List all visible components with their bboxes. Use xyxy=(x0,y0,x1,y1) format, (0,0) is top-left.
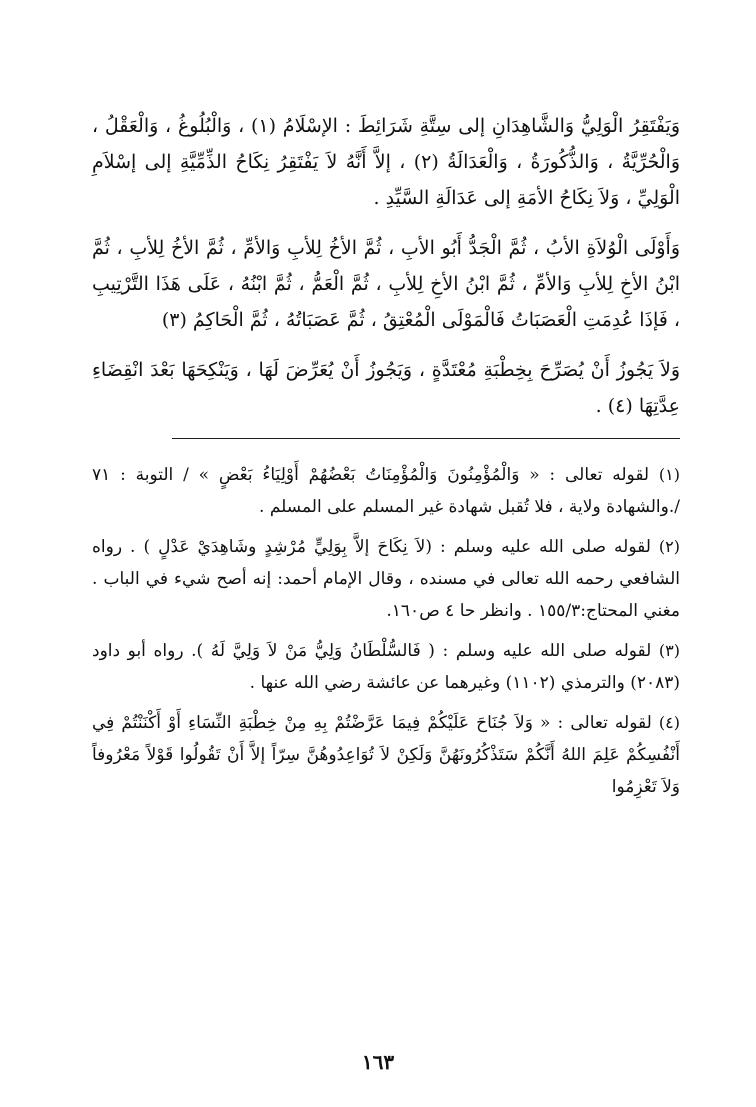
footnote-divider xyxy=(172,438,680,439)
footnote-number: (١) xyxy=(658,465,681,484)
paragraph-guardian-conditions: وَيَفْتَقِرُ الْوَلِيُّ وَالشَّاهِدَانِ إلى سِتَّةِ شَرَائِطَ : الإسْلَامُ (١) ، وَالْبُلُوغُ ، وَالْعَقْلُ ، وَالْحُرِّيَّةُ ، وَالذُّكُورَةُ ، وَالْعَدَالَةُ (٢) ، إلاَّ أَنَّهُ لاَ يَفْتَقِرُ نِكَاحُ الذِّمِّيَّةِ إلى إسْلاَمِ الْوَلِيِّ ، وَلاَ نِكَاحُ الأمَةِ إلى عَدَالَةِ السَّيِّدِ . xyxy=(92,115,681,209)
footnote-3 xyxy=(92,635,680,699)
main-text xyxy=(92,108,680,424)
footnote-4 xyxy=(92,707,680,803)
page-number: ١٦٣ xyxy=(361,1050,395,1074)
footnote-number: (٤) xyxy=(658,713,681,732)
footnotes xyxy=(92,459,680,803)
footnote-number: (٣) xyxy=(658,641,681,660)
paragraph-guardian-order: وَأَوْلَى الْوُلاَةِ الأبُ ، ثُمَّ الْجَدُّ أَبُو الأبِ ، ثُمَّ الأخُ لِلأبِ وَالأمِّ ، ثُمَّ الأخُ لِلأبِ ، ثُمَّ ابْنُ الأخِ لِلأبِ وَالأمِّ ، ثُمَّ ابْنُ الأخِ لِلأبِ ، ثُمَّ الْعَمُّ ، ثُمَّ ابْنُهُ ، عَلَى هَذَا التَّرْتِيبِ ، فَإذَا عُدِمَتِ الْعَصَبَاتُ فَالْمَوْلَى الْمُعْتِقُ ، ثُمَّ عَصَبَاتُهُ ، ثُمَّ الْحَاكِمُ (٣) xyxy=(92,237,680,331)
footnote-text: لقوله صلى الله عليه وسلم : (لاَ نِكَاحَ إلاَّ بِوَلِيٍّ مُرْشِدٍ وشَاهِدَيْ عَدْلٍ ) . رواه الشافعي رحمه الله تعالى في مسنده ، وقال الإمام أحمد: إنه أصح شيء في الباب . مغني المحتاج:١٥٥/٣ . وانظر حا ٤ ص١٦٠. xyxy=(92,537,680,621)
book-page xyxy=(92,108,680,811)
footnote-text: لقوله تعالى : « وَلاَ جُنَاحَ عَلَيْكُمْ فِيمَا عَرَّضْتُمْ بِهِ مِنْ خِطْبَةِ النِّسَاءِ أَوْ أَكْنَنْتُمْ فِي أَنْفُسِكُمْ عَلِمَ اللهُ أَنَّكُمْ سَتَذْكُرُونَهُنَّ وَلَكِنْ لاَ تُوَاعِدُوهُنَّ سِرّاً إلاَّ أَنْ تَقُولُوا قَوْلاً مَعْرُوفاً وَلاَ تَعْزِمُوا xyxy=(92,713,680,797)
footnote-text: لقوله صلى الله عليه وسلم : ( فَالسُّلْطَانُ وَلِيُّ مَنْ لاَ وَلِيَّ لَهُ ). رواه أبو داود (٢٠٨٣) والترمذي (١١٠٢) وغيرهما عن عائشة رضي الله عنها . xyxy=(92,641,680,693)
footnote-1 xyxy=(92,459,680,523)
footnote-2 xyxy=(92,531,680,627)
footnote-text: لقوله تعالى : « وَالْمُؤْمِنُونَ وَالْمُؤْمِنَاتُ بَعْضُهُمْ أَوْلِيَاءُ بَعْضٍ » / التوبة : ٧١ /.والشهادة ولاية ، فلا تُقبل شهادة غير المسلم على المسلم . xyxy=(92,465,680,517)
footnote-number: (٢) xyxy=(658,537,681,556)
paragraph-proposal-rules: وَلاَ يَجُوزُ أَنْ يُصَرِّحَ بِخِطْبَةِ مُعْتَدَّةٍ ، وَيَجُوزُ أَنْ يُعَرِّضَ لَهَا ، وَيَنْكِحَهَا بَعْدَ انْقِضَاءِ عِدَّتِهَا (٤) . xyxy=(92,359,680,417)
